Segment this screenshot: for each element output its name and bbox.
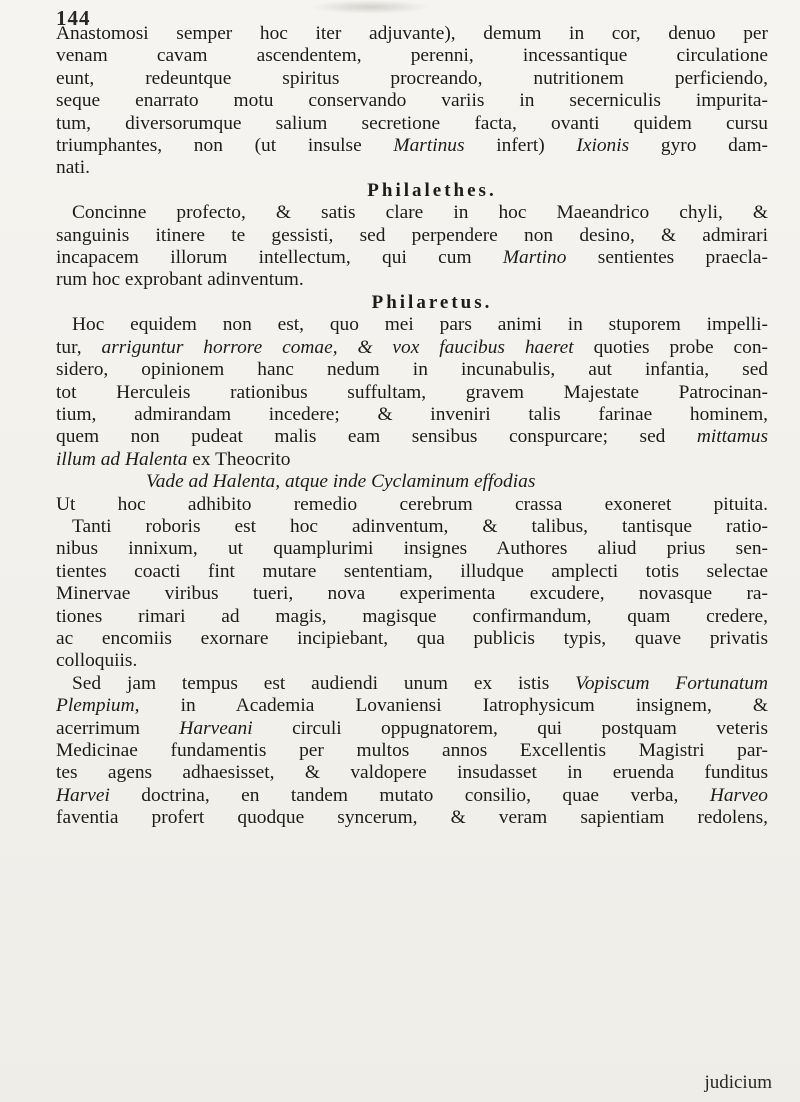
text-line: illum ad Halenta ex Theocrito <box>56 448 291 470</box>
main-text <box>56 21 768 830</box>
text-line: triumphantes, non (ut insulse Martinus infert) Ixionis gyro dam- <box>56 135 768 157</box>
name-martinus: Martinus <box>393 135 465 157</box>
text-line: Medicinae fundamentis per multos annos Excellentis Magistri par- <box>56 740 768 761</box>
name-ixionis: Ixionis <box>576 135 630 157</box>
quote-halenta: illum ad Halenta <box>56 448 188 470</box>
text-line: Harvei doctrina, en tandem mutato consilio, quae verba, Harveo <box>56 784 768 806</box>
text-line: Tanti roboris est hoc adinventum, & talibus, tantisque ratio- <box>72 515 768 537</box>
text-line: venam cavam ascendentem, perenni, incessantique circulatione <box>56 45 768 67</box>
text-line: Anastomosi semper hoc iter adjuvante), demum in cor, denuo per <box>56 23 768 44</box>
text-line: Hoc equidem non est, quo mei pars animi in stuporem impelli- <box>72 314 768 336</box>
text-line: Minervae viribus tueri, nova experimenta excudere, novasque ra- <box>56 583 768 605</box>
name-harvei: Harvei <box>56 784 110 806</box>
page-number: 144 <box>56 6 91 30</box>
text-line: Ut hoc adhibito remedio cerebrum crassa exoneret pituita. <box>56 493 768 515</box>
quote-mittamus: mittamus <box>696 426 768 448</box>
text-line: tium, admirandam incedere; & inveniri talis farinae hominem, <box>56 403 768 425</box>
name-plempium: Plempium <box>56 695 135 717</box>
text-line: ac encomiis exornare incipiebant, qua publicis typis, quave privatis <box>56 627 768 649</box>
text-line: sanguinis itinere te gessisti, sed perpendere non desino, & admirari <box>56 224 768 246</box>
text-line: Plempium, in Academia Lovaniensi Iatrophysicum insignem, & <box>56 695 768 717</box>
text-line: nibus innixum, ut quamplurimi insignes Authores aliud prius sen- <box>56 538 768 560</box>
speaker-heading: Philalethes. <box>367 179 497 201</box>
catchword: judicium <box>704 1072 772 1093</box>
text-line: incapacem illorum intellectum, qui cum Martino sentientes praecla- <box>56 247 768 269</box>
text-line: eunt, redeuntque spiritus procreando, nutritionem perficiendo, <box>56 67 768 89</box>
text-line: tum, diversorumque salium secretione facta, ovanti quidem cursu <box>56 112 768 134</box>
ink-smudge <box>310 0 430 14</box>
text-line: rum hoc exprobant adinventum. <box>56 269 304 291</box>
text-line: faventia profert quodque syncerum, & veram sapientiam redolens, <box>56 807 768 829</box>
text-line: nati. <box>56 157 90 179</box>
text-line: sidero, opinionem hanc nedum in incunabulis, aut infantia, sed <box>56 359 768 381</box>
text-line: colloquiis. <box>56 650 138 672</box>
name-vopiscum: Vopiscum Fortunatum <box>575 672 768 694</box>
name-harveo: Harveo <box>709 784 768 806</box>
speaker-heading: Philaretus. <box>371 291 493 313</box>
text-line: quem non pudeat malis eam sensibus conspurcare; sed mittamus <box>56 426 768 448</box>
quote-horrore: arriguntur horrore comae, & vox faucibus haeret <box>101 336 574 358</box>
text-line: tiones rimari ad magis, magisque confirmandum, quam credere, <box>56 605 768 627</box>
text-line: tur, arriguntur horrore comae, & vox faucibus haeret quoties probe con- <box>56 336 768 358</box>
text-line: seque enarrato motu conservando variis in secerniculis impurita- <box>56 90 768 112</box>
text-line: Sed jam tempus est audiendi unum ex istis Vopiscum Fortunatum <box>72 672 768 694</box>
name-martino: Martino <box>502 247 567 269</box>
text-line: Concinne profecto, & satis clare in hoc Maeandrico chyli, & <box>72 202 768 224</box>
verse-quote: Vade ad Halenta, atque inde Cyclaminum effodias <box>146 471 536 493</box>
text-line: tot Herculeis rationibus suffultam, gravem Majestate Patrocinan- <box>56 381 768 403</box>
text-line: acerrimum Harveani circuli oppugnatorem, qui postquam veteris <box>56 717 768 739</box>
name-harveani: Harveani <box>179 717 253 739</box>
text-line: tes agens adhaesisset, & valdopere insudasset in eruenda funditus <box>56 762 768 784</box>
text-line: tientes coacti fint mutare sententiam, illudque amplecti totis selectae <box>56 560 768 582</box>
